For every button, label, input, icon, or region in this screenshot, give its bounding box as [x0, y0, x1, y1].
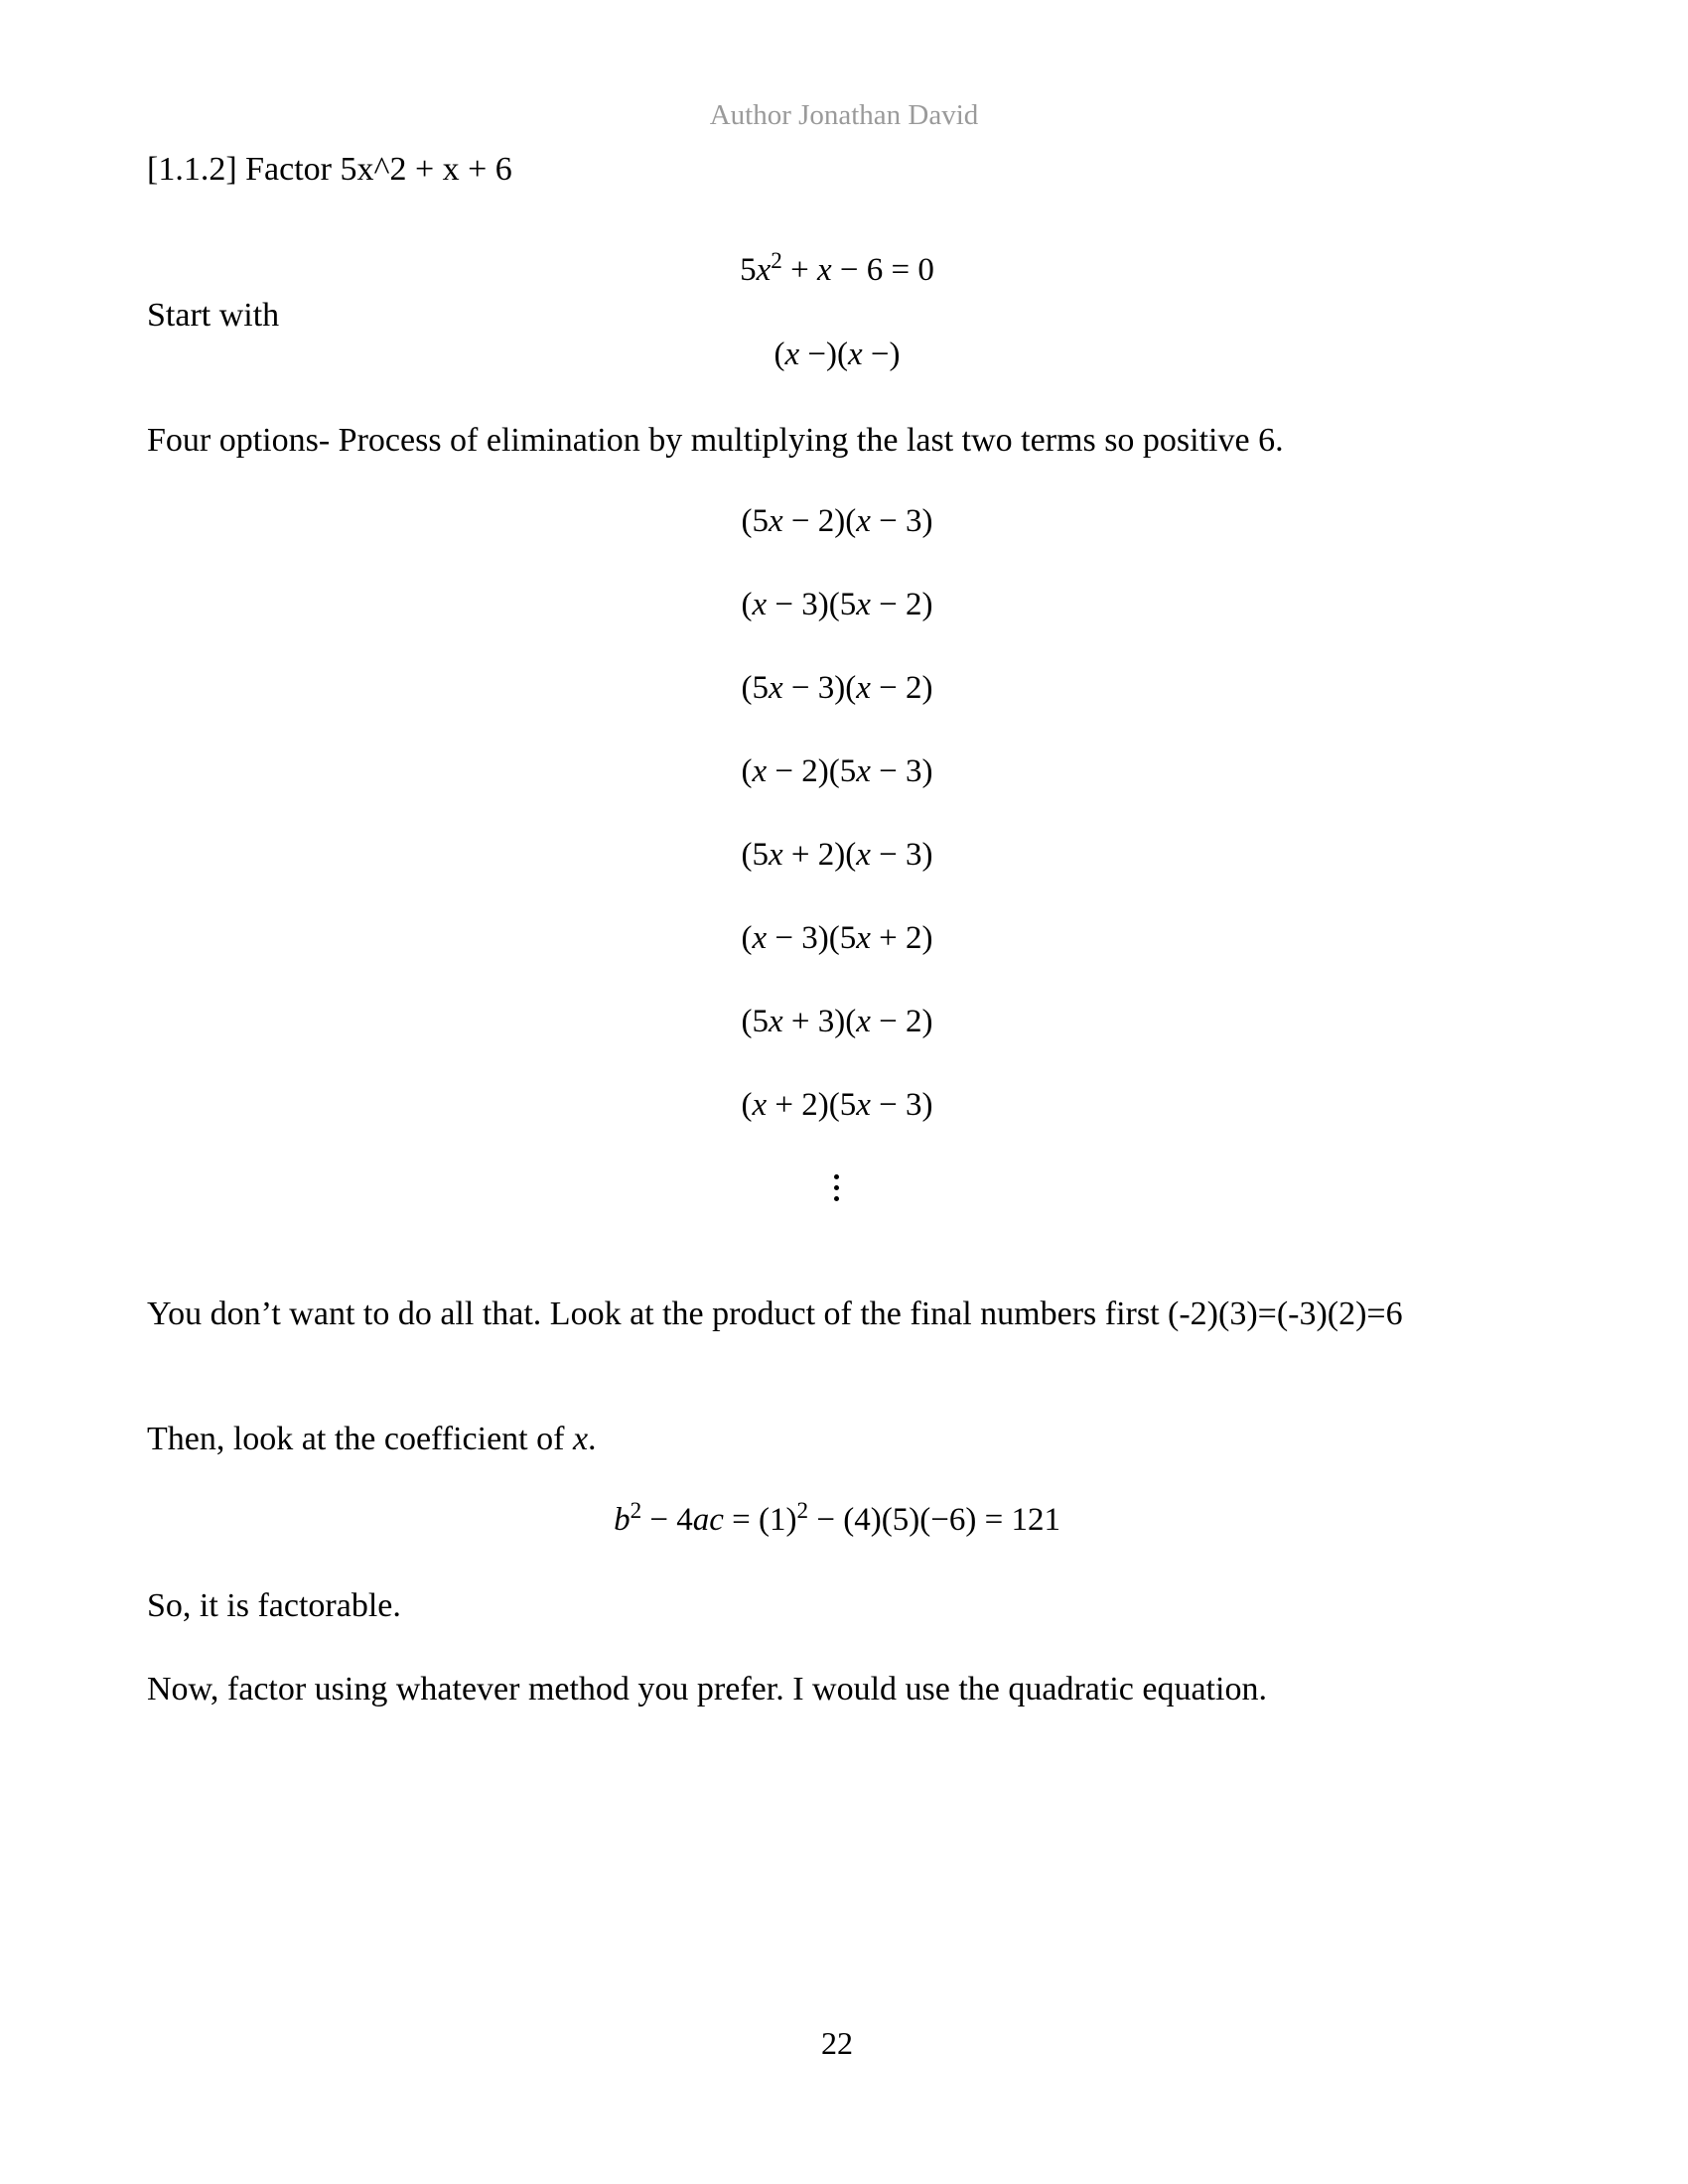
options-intro: Four options- Process of elimination by multiplying the last two terms so positive 6. — [147, 422, 1284, 459]
factor-option: (5x − 2)(x − 3) — [741, 503, 933, 539]
factor-option: (x − 2)(5x − 3) — [741, 753, 933, 789]
problem-title: [1.1.2] Factor 5x^2 + x + 6 — [147, 151, 512, 188]
factor-option: (x + 2)(5x − 3) — [741, 1087, 933, 1123]
start-form-equation: (x −)(x −) — [774, 337, 901, 372]
shortcut-paragraph: You don’t want to do all that. Look at the product of the final numbers first (-2)(3)=(-3)(2)=6 — [147, 1296, 1403, 1332]
factor-option: (x − 3)(5x − 2) — [741, 587, 933, 622]
page-header-author: Author Jonathan David — [709, 99, 979, 131]
main-equation: $5x^2 + x - 6 = 0$ — [740, 247, 934, 288]
start-with-label: Start with — [147, 297, 280, 334]
discriminant-equation: $b^2 - 4ac = (1)^2 - (4)(5)(-6) = 121$ — [614, 1497, 1060, 1538]
coefficient-paragraph: Then, look at the coefficient of x. — [147, 1421, 597, 1457]
factor-option: (x − 3)(5x + 2) — [741, 920, 933, 956]
page-number: 22 — [821, 2025, 853, 2061]
vertical-ellipsis-icon — [0, 1174, 1674, 1201]
factorable-paragraph: So, it is factorable. — [147, 1587, 401, 1624]
factor-option: (5x + 2)(x − 3) — [741, 837, 933, 873]
factor-option: (5x + 3)(x − 2) — [741, 1004, 933, 1039]
method-paragraph: Now, factor using whatever method you prefer. I would use the quadratic equation. — [147, 1671, 1267, 1707]
factor-option: (5x − 3)(x − 2) — [741, 670, 933, 706]
